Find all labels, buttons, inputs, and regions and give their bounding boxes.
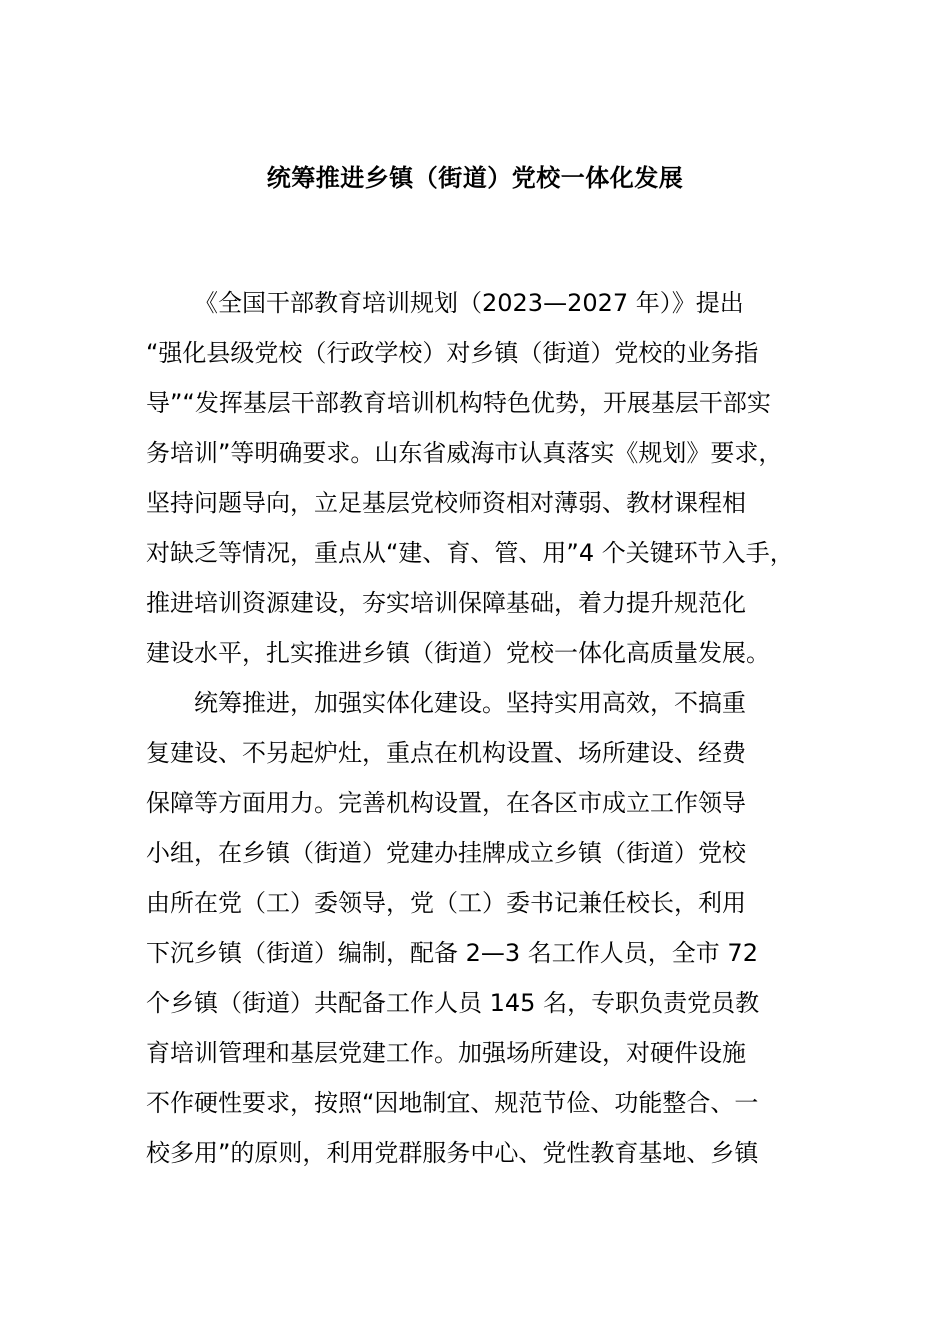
paragraph-2 (146, 678, 826, 1178)
text-line: 保障等方面用力。完善机构设置，在各区市成立工作领导 (146, 789, 746, 817)
document-title: 统筹推进乡镇（街道）党校一体化发展 (266, 164, 684, 192)
text-line: 《全国干部教育培训规划（2023—2027 年）》提出 (194, 289, 744, 317)
text-line: 务培训”等明确要求。山东省威海市认真落实《规划》要求， (146, 439, 783, 467)
text-line: “强化县级党校（行政学校）对乡镇（街道）党校的业务指 (146, 339, 759, 367)
text-line: 下沉乡镇（街道）编制，配备 2—3 名工作人员，全市 72 (146, 939, 758, 967)
paragraph-1 (146, 278, 826, 678)
text-line: 育培训管理和基层党建工作。加强场所建设，对硬件设施 (146, 1039, 746, 1067)
text-line: 对缺乏等情况，重点从“建、育、管、用”4 个关键环节入手， (146, 539, 794, 567)
text-line: 复建设、不另起炉灶，重点在机构设置、场所建设、经费 (146, 739, 746, 767)
text-line: 个乡镇（街道）共配备工作人员 145 名，专职负责党员教 (146, 989, 760, 1017)
text-line: 统筹推进，加强实体化建设。坚持实用高效，不搞重 (194, 689, 746, 717)
text-line: 推进培训资源建设，夯实培训保障基础，着力提升规范化 (146, 589, 746, 617)
text-line: 建设水平，扎实推进乡镇（街道）党校一体化高质量发展。 (146, 639, 770, 667)
text-line: 不作硬性要求，按照“因地制宜、规范节俭、功能整合、一 (146, 1089, 759, 1117)
text-line: 导”“发挥基层干部教育培训机构特色优势，开展基层干部实 (146, 389, 771, 417)
document-body (146, 278, 826, 1178)
text-line: 校多用”的原则，利用党群服务中心、党性教育基地、乡镇 (146, 1139, 759, 1167)
text-line: 由所在党（工）委领导，党（工）委书记兼任校长，利用 (146, 889, 746, 917)
text-line: 坚持问题导向，立足基层党校师资相对薄弱、教材课程相 (146, 489, 746, 517)
text-line: 小组，在乡镇（街道）党建办挂牌成立乡镇（街道）党校 (146, 839, 746, 867)
